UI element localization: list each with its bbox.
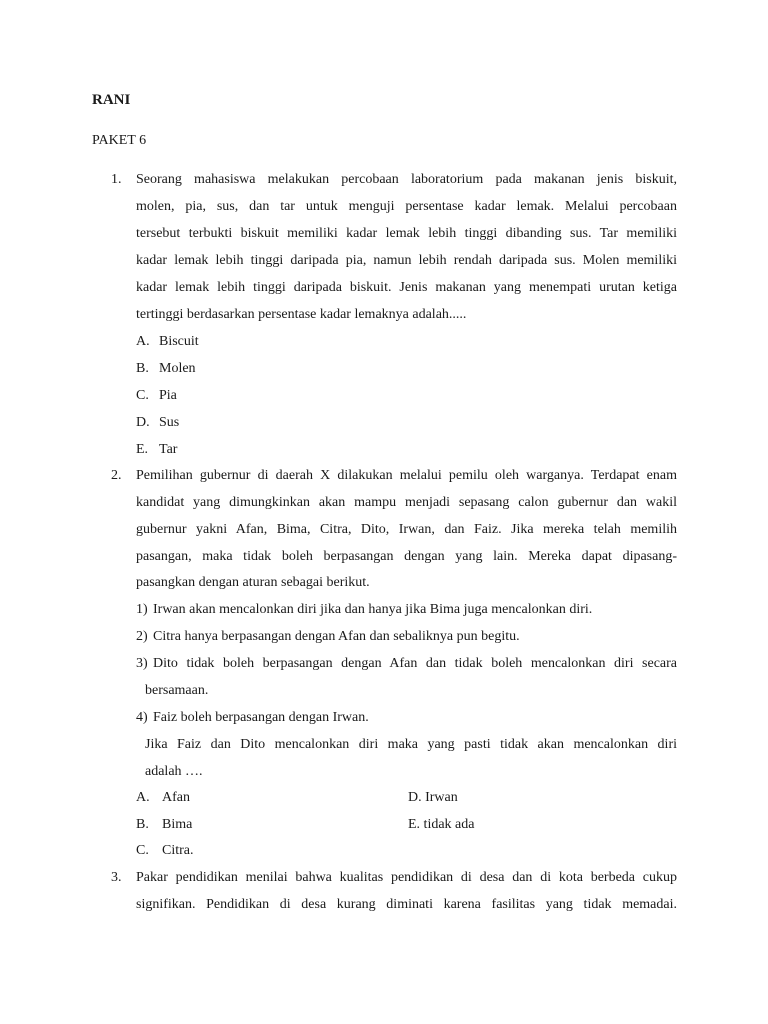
option-letter: C. xyxy=(136,388,149,403)
question-number: 1. xyxy=(111,172,122,187)
condition-continuation: bersamaan. xyxy=(145,683,209,698)
student-name: RANI xyxy=(92,92,131,108)
condition-number: 2) xyxy=(136,629,148,644)
option-letter: E. xyxy=(136,442,149,457)
option-text: D. Irwan xyxy=(408,790,458,805)
question-line: tertinggi berdasarkan persentase kadar lemaknya adalah..... xyxy=(136,307,467,322)
option-text: Bima xyxy=(162,817,193,832)
question-line: pasangan, maka tidak boleh berpasangan dengan yang lain. Mereka dapat dipasang- xyxy=(136,549,677,564)
option-letter: A. xyxy=(136,334,150,349)
question-prompt-line: adalah …. xyxy=(145,764,203,779)
option-text: Pia xyxy=(159,388,177,403)
option-text: Afan xyxy=(162,790,190,805)
question-line: kandidat yang dimungkinkan akan mampu menjadi sepasang calon gubernur dan wakil xyxy=(136,495,677,510)
option-letter: A. xyxy=(136,790,150,805)
option-text: Molen xyxy=(159,361,196,376)
option-text: Sus xyxy=(159,415,180,430)
question-line: pasangkan dengan aturan sebagai berikut. xyxy=(136,575,370,590)
condition-number: 4) xyxy=(136,710,148,725)
package-label: PAKET 6 xyxy=(92,133,147,148)
question-number: 3. xyxy=(111,870,122,885)
option-letter: D. xyxy=(136,415,150,430)
question-line: signifikan. Pendidikan di desa kurang diminati karena fasilitas yang tidak memadai. xyxy=(136,897,677,912)
question-line: kadar lemak lebih tinggi daripada pia, namun lebih rendah daripada sus. Molen memiliki xyxy=(136,253,677,268)
question-line: tersebut terbukti biskuit memiliki kadar lemak lebih tinggi dibanding sus. Tar memiliki xyxy=(136,226,677,241)
option-text: Tar xyxy=(159,442,178,457)
condition-text: Citra hanya berpasangan dengan Afan dan sebaliknya pun begitu. xyxy=(153,629,520,644)
question-number: 2. xyxy=(111,468,122,483)
question-line: gubernur yakni Afan, Bima, Citra, Dito, Irwan, dan Faiz. Jika mereka telah memilih xyxy=(136,522,677,537)
option-letter: C. xyxy=(136,843,149,858)
option-letter: B. xyxy=(136,361,149,376)
option-text: Citra. xyxy=(162,843,194,858)
condition-number: 1) xyxy=(136,602,148,617)
question-line: molen, pia, sus, dan tar untuk menguji persentase kadar lemak. Melalui percobaan xyxy=(136,199,677,214)
question-line: Pakar pendidikan menilai bahwa kualitas pendidikan di desa dan di kota berbeda cukup xyxy=(136,870,677,885)
option-text: E. tidak ada xyxy=(408,817,475,832)
option-letter: B. xyxy=(136,817,149,832)
condition-text: Faiz boleh berpasangan dengan Irwan. xyxy=(153,710,369,725)
question-line: kadar lemak lebih tinggi daripada biskuit. Jenis makanan yang menempati urutan ketiga xyxy=(136,280,677,295)
question-prompt-line: Jika Faiz dan Dito mencalonkan diri maka yang pasti tidak akan mencalonkan diri xyxy=(145,737,677,752)
condition-number: 3) xyxy=(136,656,148,671)
question-line: Pemilihan gubernur di daerah X dilakukan melalui pemilu oleh warganya. Terdapat enam xyxy=(136,468,677,483)
question-line: Seorang mahasiswa melakukan percobaan laboratorium pada makanan jenis biskuit, xyxy=(136,172,677,187)
option-text: Biscuit xyxy=(159,334,199,349)
condition-text: Irwan akan mencalonkan diri jika dan hanya jika Bima juga mencalonkan diri. xyxy=(153,602,593,617)
condition-text: Dito tidak boleh berpasangan dengan Afan dan tidak boleh mencalonkan diri secara xyxy=(153,656,677,671)
